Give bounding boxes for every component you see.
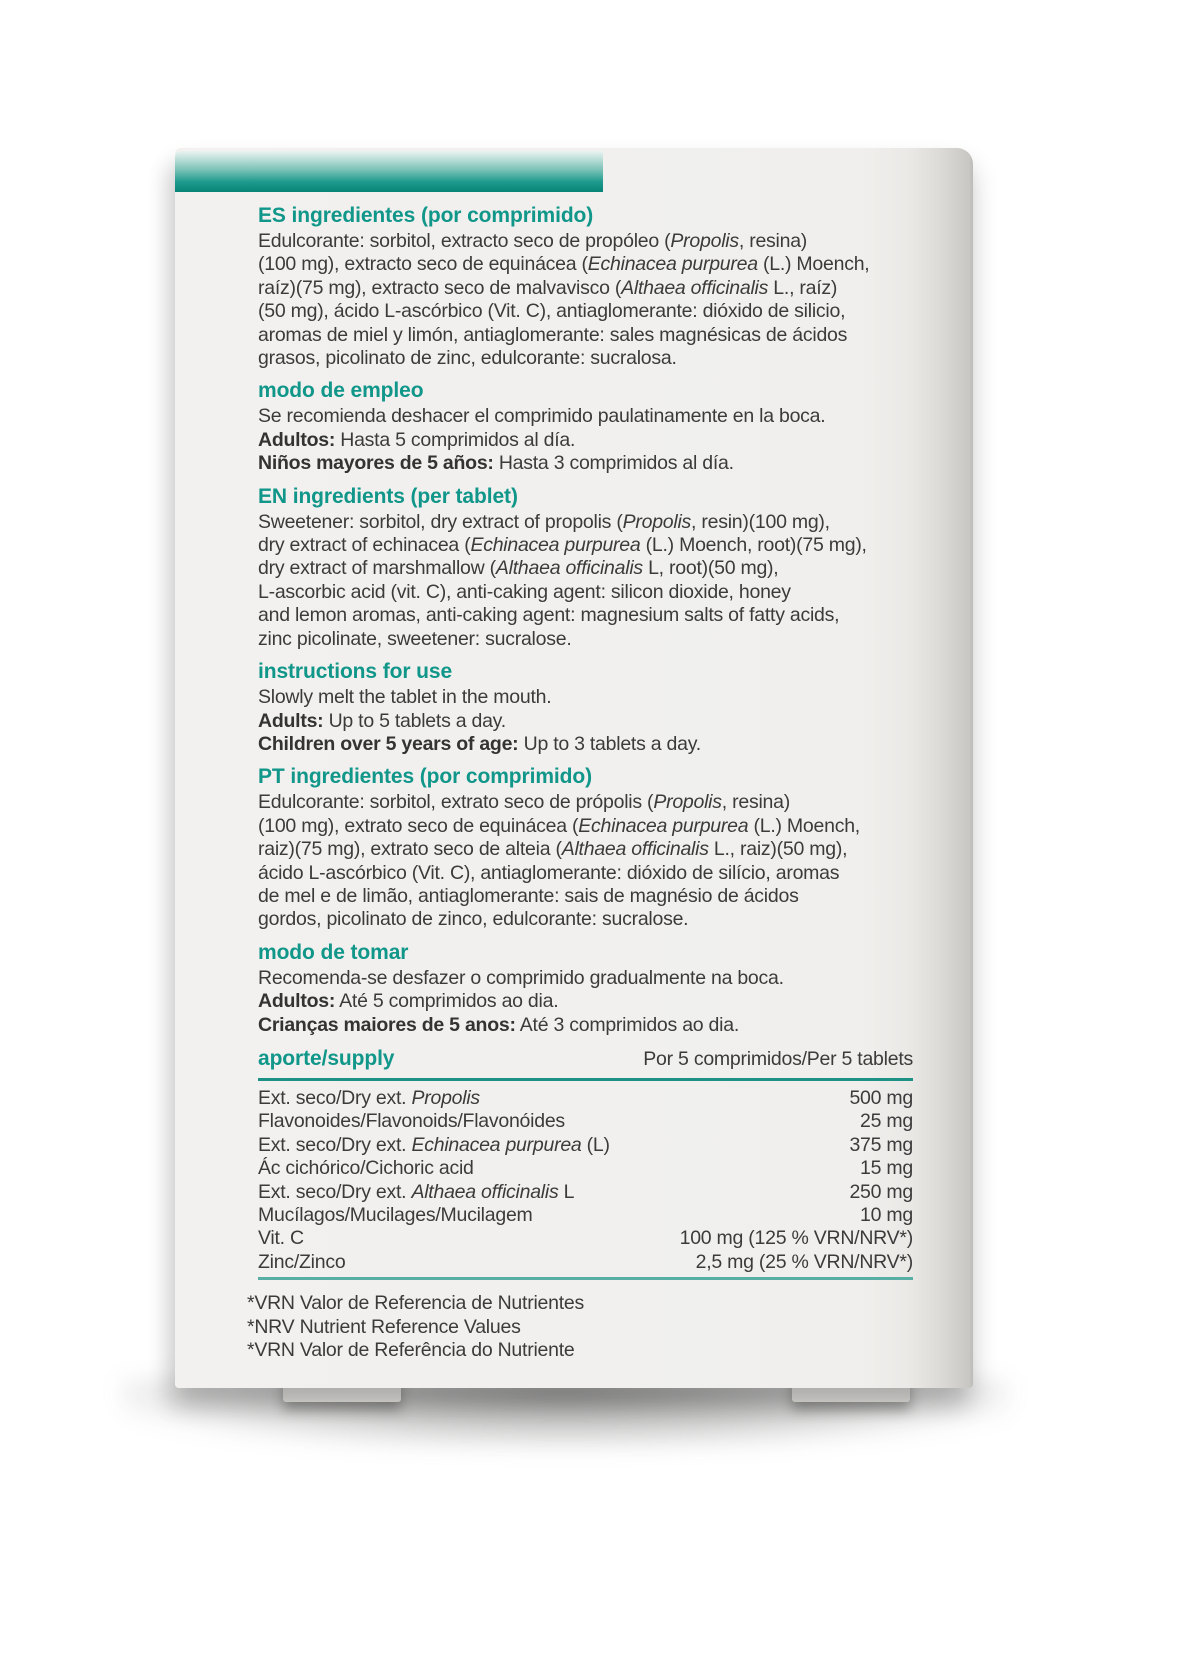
body-line (258, 230, 913, 253)
body-line (258, 324, 913, 347)
text: Sweetener: sorbitol, dry extract of propolis ( (258, 510, 623, 533)
supply-row-label (258, 1157, 474, 1180)
body-line (258, 253, 913, 276)
text: Edulcorante: sorbitol, extracto seco de propóleo ( (258, 230, 671, 252)
supply-row-value: 10 mg (860, 1204, 913, 1226)
text: Slowly melt the tablet in the mouth. (258, 686, 552, 709)
body-line (258, 908, 913, 931)
body-line (258, 347, 913, 370)
text: Flavonoides/Flavonoids/Flavonóides (258, 1110, 565, 1133)
text: Mucílagos/Mucilages/Mucilagem (258, 1204, 533, 1226)
supply-row (258, 1204, 913, 1227)
body-line (258, 452, 913, 475)
bold-label: Crianças maiores de 5 anos: (258, 1013, 516, 1036)
section-heading-en-ingredients: EN ingredients (per tablet) (258, 484, 518, 508)
text: Ác cichórico/Cichoric acid (258, 1157, 474, 1180)
footnote: *VRN Valor de Referencia de Nutrientes (247, 1292, 584, 1315)
text: Zinc/Zinco (258, 1250, 346, 1273)
text: Up to 5 tablets a day. (323, 709, 506, 732)
body-line (258, 733, 913, 756)
supply-row-value: 500 mg (849, 1086, 913, 1109)
body-line (258, 862, 913, 885)
text: Recomenda-se desfazer o comprimido gradualmente na boca. (258, 966, 784, 989)
latin-name: Echinacea purpurea (578, 814, 749, 837)
text: and lemon aromas, anti-caking agent: magnesium salts of fatty acids, (258, 604, 840, 627)
text: Se recomienda deshacer el comprimido paulatinamente en la boca. (258, 405, 826, 428)
text: (L.) Moench, (757, 253, 870, 276)
text: zinc picolinate, sweetener: sucralose. (258, 627, 572, 650)
supply-row-value: 100 mg (125 % VRN/NRV*) (679, 1227, 913, 1250)
body-line (258, 710, 913, 733)
text: ácido L-ascórbico (Vit. C), antiaglomerante: dióxido de silício, aromas (258, 861, 840, 884)
body-line (258, 604, 913, 627)
supply-row-label (258, 1227, 304, 1250)
text: Ext. seco/Dry ext. (258, 1180, 412, 1203)
text: , resin)(100 mg), (691, 510, 830, 533)
body-line (258, 511, 913, 534)
supply-row-label (258, 1110, 565, 1133)
text: L., raiz)(50 mg), (708, 838, 848, 861)
text: , resina) (738, 230, 808, 252)
text: Até 3 comprimidos ao dia. (515, 1013, 739, 1036)
text: raíz)(75 mg), extracto seco de malvavisco ( (258, 276, 622, 299)
supply-row-label (258, 1087, 480, 1110)
supply-row-value: 25 mg (860, 1110, 913, 1133)
bold-label: Children over 5 years of age: (258, 732, 519, 755)
supply-row (258, 1110, 913, 1133)
latin-name: Echinacea purpurea (411, 1133, 582, 1156)
supply-row-value: 250 mg (849, 1180, 913, 1203)
latin-name: Althaea officinalis (621, 276, 769, 299)
latin-name: Propolis (670, 230, 739, 252)
text: , resina) (721, 791, 790, 814)
text: (L.) Moench, (748, 814, 860, 837)
body-line (258, 628, 913, 651)
body-line (258, 581, 913, 604)
supply-row (258, 1251, 913, 1274)
text: L., raíz) (768, 276, 838, 299)
bold-label: Adults: (258, 709, 324, 732)
text: L, root)(50 mg), (642, 557, 779, 580)
supply-table-title: aporte/supply (258, 1046, 395, 1070)
bold-label: Niños mayores de 5 años: (258, 452, 494, 475)
footnotes (247, 1292, 913, 1362)
text: Ext. seco/Dry ext. (258, 1133, 412, 1156)
section-heading-en-usage: instructions for use (258, 660, 453, 684)
text: (100 mg), extrato seco de equinácea ( (258, 814, 579, 837)
text: Ext. seco/Dry ext. (258, 1086, 412, 1109)
text: grasos, picolinato de zinc, edulcorante: sucralosa. (258, 347, 677, 370)
supply-row (258, 1181, 913, 1204)
text: dry extract of echinacea ( (258, 534, 471, 557)
latin-name: Althaea officinalis (411, 1180, 559, 1203)
body-line (258, 885, 913, 908)
supply-row-value: 375 mg (849, 1133, 913, 1156)
body-line (258, 791, 913, 814)
text: Up to 3 tablets a day. (518, 732, 701, 755)
body-line (258, 1014, 913, 1037)
text: raiz)(75 mg), extrato seco de alteia ( (258, 838, 562, 861)
body-line (258, 815, 913, 838)
latin-name: Echinacea purpurea (587, 253, 758, 276)
body-line (258, 967, 913, 990)
body-line (258, 686, 913, 709)
body-line (258, 838, 913, 861)
supply-row-label (258, 1251, 345, 1274)
body-line (258, 300, 913, 323)
text: dry extract of marshmallow ( (258, 557, 496, 580)
body-line (258, 405, 913, 428)
supply-row-label (258, 1204, 533, 1227)
supply-row (258, 1087, 913, 1110)
carton-back-panel (175, 148, 973, 1388)
section-heading-es-usage: modo de empleo (258, 379, 424, 403)
text: gordos, picolinato de zinco, edulcorante: sucralose. (258, 908, 689, 931)
supply-table (258, 1047, 913, 1280)
text: (100 mg), extracto seco de equinácea ( (258, 253, 588, 276)
body-line (258, 990, 913, 1013)
supply-table-header (258, 1047, 913, 1081)
text: Hasta 3 comprimidos al día. (493, 452, 734, 475)
text: Hasta 5 comprimidos al día. (335, 428, 576, 451)
footnote: *VRN Valor de Referência do Nutriente (247, 1339, 575, 1362)
latin-name: Althaea officinalis (561, 838, 709, 861)
latin-name: Echinacea purpurea (470, 534, 641, 557)
supply-row-label (258, 1134, 610, 1157)
section-heading-pt-usage: modo de tomar (258, 940, 409, 964)
text: L-ascorbic acid (vit. C), anti-caking agent: silicon dioxide, honey (258, 580, 791, 603)
section-heading-pt-ingredients: PT ingredientes (por comprimido) (258, 765, 592, 789)
text: Vit. C (258, 1227, 304, 1250)
latin-name: Propolis (411, 1086, 480, 1109)
text: aromas de miel y limón, antiaglomerante: sales magnésicas de ácidos (258, 323, 848, 346)
supply-row (258, 1157, 913, 1180)
supply-row (258, 1134, 913, 1157)
supply-table-rows (258, 1081, 913, 1280)
latin-name: Propolis (622, 510, 692, 533)
text: L (558, 1180, 575, 1203)
section-heading-es-ingredients: ES ingredientes (por comprimido) (258, 204, 594, 227)
body-line (258, 429, 913, 452)
text: (L) (581, 1133, 610, 1156)
text: (L.) Moench, root)(75 mg), (640, 534, 867, 557)
body-line (258, 277, 913, 300)
supply-table-serving: Por 5 comprimidos/Per 5 tablets (643, 1047, 913, 1070)
bold-label: Adultos: (258, 990, 336, 1013)
bold-label: Adultos: (258, 428, 336, 451)
latin-name: Althaea officinalis (495, 557, 643, 580)
text: (50 mg), ácido L-ascórbico (Vit. C), antiaglomerante: dióxido de silicio, (258, 300, 846, 323)
supply-row (258, 1227, 913, 1250)
latin-name: Propolis (653, 791, 722, 814)
sections (258, 203, 913, 1037)
body-line (258, 557, 913, 580)
text: de mel e de limão, antiaglomerante: sais de magnésio de ácidos (258, 884, 799, 907)
text: Até 5 comprimidos ao dia. (335, 990, 559, 1013)
text: Edulcorante: sorbitol, extrato seco de própolis ( (258, 791, 654, 814)
supply-row-value: 2,5 mg (25 % VRN/NRV*) (695, 1250, 913, 1273)
supply-row-value: 15 mg (860, 1157, 913, 1180)
supply-row-label (258, 1181, 574, 1204)
footnote: *NRV Nutrient Reference Values (247, 1315, 521, 1338)
label-content (175, 148, 973, 1362)
body-line (258, 534, 913, 557)
